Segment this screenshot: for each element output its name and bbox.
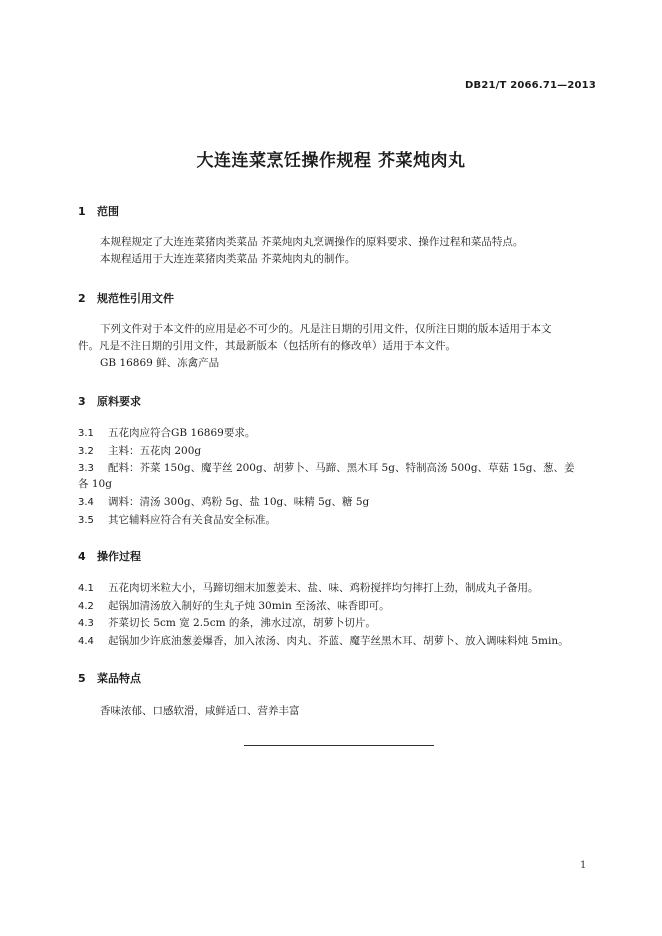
section-title: 原料要求 <box>97 395 141 408</box>
materials-item-continuation: 各 10g <box>78 478 112 490</box>
scope-line-1: 本规程规定了大连连菜猪肉类菜品 芥菜炖肉丸烹调操作的原料要求、操作过程和菜品特点。 <box>100 236 524 248</box>
item-number: 3.3 <box>78 463 94 474</box>
scope-line-2: 本规程适用于大连连菜猪肉类菜品 芥菜炖肉丸的制作。 <box>100 253 356 265</box>
materials-item <box>78 494 369 511</box>
process-item <box>78 615 376 632</box>
item-number: 3.2 <box>78 446 94 457</box>
section-title: 操作过程 <box>97 550 141 563</box>
document-title: 大连连菜烹饪操作规程 芥菜炖肉丸 <box>196 151 466 171</box>
item-text: 芥菜切长 5cm 宽 2.5cm 的条，沸水过凉，胡萝卜切片。 <box>108 617 376 629</box>
process-item <box>78 633 569 650</box>
section-title: 范围 <box>97 205 119 218</box>
materials-item <box>78 443 201 460</box>
section-number: 2 <box>78 292 86 305</box>
section-title: 规范性引用文件 <box>97 292 174 305</box>
section-heading-features <box>78 670 141 686</box>
item-number: 4.4 <box>78 636 94 647</box>
materials-item <box>78 512 276 529</box>
references-line-2: 件。凡是不注日期的引用文件，其最新版本（包括所有的修改单）适用于本文件。 <box>78 340 456 352</box>
item-number: 3.4 <box>78 497 94 508</box>
reference-entry: GB 16869 鲜、冻禽产品 <box>100 357 220 369</box>
item-text: 配料：芥菜 150g、魔芋丝 200g、胡萝卜、马蹄、黑木耳 5g、特制高汤 500g、草菇 15g、葱、姜 <box>108 462 575 474</box>
materials-item <box>78 425 255 442</box>
end-rule <box>244 745 434 746</box>
section-number: 5 <box>78 672 86 685</box>
item-number: 4.3 <box>78 618 94 629</box>
materials-item <box>78 460 574 477</box>
page-number: 1 <box>580 860 587 871</box>
section-number: 1 <box>78 205 86 218</box>
item-number: 3.1 <box>78 428 94 439</box>
section-number: 4 <box>78 550 86 563</box>
item-text: 主料：五花肉 200g <box>108 445 202 457</box>
section-heading-process <box>78 548 141 564</box>
process-item <box>78 580 539 597</box>
features-text: 香味浓郁、口感软滑，咸鲜适口、营养丰富 <box>100 705 300 717</box>
item-text: 起锅加少许底油葱姜爆香，加入浓汤、肉丸、芥蓝、魔芋丝黑木耳、胡萝卜、放入调味料炖 5min。 <box>108 635 569 647</box>
item-number: 4.2 <box>78 601 94 612</box>
item-text: 调料：清汤 300g、鸡粉 5g、盐 10g、味精 5g、糖 5g <box>108 496 370 508</box>
section-heading-references <box>78 290 174 306</box>
item-text: 其它辅料应符合有关食品安全标准。 <box>108 514 276 526</box>
section-heading-scope <box>78 203 119 219</box>
references-line-1: 下列文件对于本文件的应用是必不可少的。凡是注日期的引用文件，仅所注日期的版本适用于本文 <box>100 323 552 335</box>
item-number: 3.5 <box>78 515 94 526</box>
item-text: 五花肉应符合GB 16869要求。 <box>108 427 256 439</box>
item-text: 起锅加清汤放入制好的生丸子炖 30min 至汤浓、味香即可。 <box>108 600 390 612</box>
standard-code: DB21/T 2066.71—2013 <box>465 80 596 91</box>
section-heading-materials <box>78 393 141 409</box>
section-title: 菜品特点 <box>97 672 141 685</box>
item-number: 4.1 <box>78 583 94 594</box>
section-number: 3 <box>78 395 86 408</box>
item-text: 五花肉切米粒大小，马蹄切细末加葱姜末、盐、味、鸡粉搅拌均匀摔打上劲，制成丸子备用。 <box>108 582 539 594</box>
process-item <box>78 598 390 615</box>
